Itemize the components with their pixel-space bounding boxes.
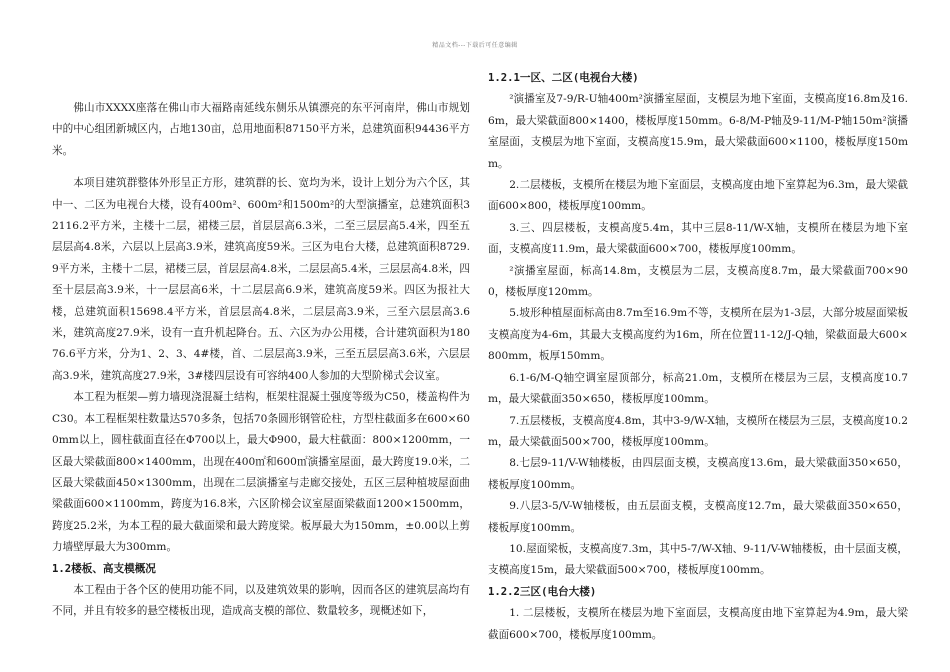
list-item: ²演播室屋面，标高14.8m，支模层为二层，支模高度8.7m，最大梁截面700×900，楼板厚度120mm。 xyxy=(488,264,908,299)
list-item: 6.1-6/M-Q轴空调室屋顶部分，标高21.0m，支模所在楼层为三层，支模高度10.7m，最大梁截面350×650，楼板厚度100mm。 xyxy=(488,371,908,406)
list-item: 1. 二层楼板，支模所在楼层为地下室面层，支模高度由地下室算起为4.9m，最大梁截面600×700，楼板厚度100mm。 xyxy=(488,607,908,641)
list-item: 9.八层3-5/V-W轴楼板，由五层面支模，支模高度12.7m，最大梁截面350×650，楼板厚度100mm。 xyxy=(488,500,908,534)
watermark: 精品文档---下载后可任意编辑 xyxy=(432,42,518,49)
paragraph-formwork-intro: 本工程由于各个区的使用功能不同，以及建筑效果的影响，因而各区的建筑层高均有不同，并且有较多的悬空楼板出现，造成高支模的部位、数量较多，现概述如下， xyxy=(52,583,470,618)
list-item: ²演播室及7-9/R-U轴400m²演播室屋面，支模层为地下室面，支模高度16.8m及16.6m，最大梁截面800×1400，楼板厚度150mm。6-8/M-P轴及9-11/M-P轴150m²演播室屋面，支模层为地下室面，支模高度15.9m，最大梁截面600×1100，楼板厚度150mm。 xyxy=(488,93,908,170)
paragraph-structure: 本工程为框架—剪力墙现浇混凝土结构，框架柱混凝土强度等级为C50，楼盖构件为C30。本工程框架柱数量达570多条，包括70条圆形钢管砼柱，方型柱截面多在600×600mm以上，圆柱截面直径在Φ700以上，最大Φ900，最大柱截面：800×1200mm，一区最大梁截面800×1400mm，出现在400㎡和600㎡演播室屋面，最大跨度19.0米，二区最大梁截面450×1300mm，出现在二层演播室与走廊交接处，五区三层种植坡屋面曲梁截面600×1100mm，跨度为16.8米，六区阶梯会议室屋面梁截面1200×1500mm，跨度25.2米，为本工程的最大截面梁和最大跨度梁。板厚最大为150mm，±0.00以上剪力墙壁厚最大为300mm。 xyxy=(52,391,470,554)
list-item: 8.七层9-11/V-W轴楼板，由四层面支模，支模高度13.6m，最大梁截面350×650，楼板厚度100mm。 xyxy=(488,457,908,491)
section-heading-1-2-2: 1.2.2三区(电台大楼) xyxy=(488,585,597,598)
list-item: 7.五层楼板，支模高度4.8m，其中3-9/W-X轴，支模所在楼层为三层，支模高度10.2m，最大梁截面500×700，楼板厚度100mm。 xyxy=(488,414,908,448)
right-column xyxy=(488,68,908,646)
paragraph-overview: 佛山市XXXX座落在佛山市大福路南延线东侧乐从镇漂亮的东平河南岸，佛山市规划中的中心组团新城区内，占地130亩，总用地面积87150平方米，总建筑面积94436平方米。 xyxy=(52,102,470,157)
left-column xyxy=(52,98,470,623)
list-item: 10.屋面梁板，支模高度7.3m，其中5-7/W-X轴、9-11/V-W轴楼板，由十层面支模，支模高度15m，最大梁截面500×700，楼板厚度100mm。 xyxy=(488,542,908,577)
section-heading-1-2-1: 1.2.1一区、二区(电视台大楼) xyxy=(488,72,639,84)
section-heading-1-2: 1.2楼板、高支模概况 xyxy=(52,562,156,575)
list-item: 3.三、四层楼板，支模高度5.4m，其中三层8-11/W-X轴，支模所在楼层为地下室面，支模高度11.9m，最大梁截面600×700，楼板厚度100mm。 xyxy=(488,221,908,256)
paragraph-buildings: 本项目建筑群整体外形呈正方形，建筑群的长、宽均为米，设计上划分为六个区，其中一、二区为电视台大楼，设有400m²、600m²和1500m²的大型演播室，总建筑面积32116.2平方米，主楼十二层，裙楼三层，首层层高6.3米，二至三层层高5.4米，四至五层层高4.8米，六层以上层高3.9米，建筑高度59米。三区为电台大楼，总建筑面积8729.9平方米，主楼十二层，裙楼三层，首层层高4.8米，二层层高5.4米，三层层高4.8米，四至十层层高3.9米，十一层层高6米，十二层层高6.9米，建筑高度59米。四区为报社大楼，总建筑面积15698.4平方米，首层层高4.8米，二层层高3.9米，三至六层层高3.6米，建筑高度27.9米，设有一直升机起降台。五、六区为办公用楼，合计建筑面积为18076.6平方米，分为1、2、3、4#楼，首、二层层高3.9米，三至五层层高3.6米，六层层高3.9米，建筑高度27.9米，3#楼四层设有可容纳400人参加的大型阶梯式会议室。 xyxy=(52,177,470,382)
list-item: 5.坡形种植屋面标高由8.7m至16.9m不等，支模所在层为1-3层，大部分坡屋面梁板支模高度为4-6m，其最大支模高度约为16m，所在位置11-12/J-Q轴，梁截面最大600×800mm，板厚150mm。 xyxy=(488,307,908,363)
list-item: 2.二层楼板，支模所在楼层为地下室面层，支模高度由地下室算起为6.3m，最大梁截面600×800，楼板厚度100mm。 xyxy=(488,179,908,213)
